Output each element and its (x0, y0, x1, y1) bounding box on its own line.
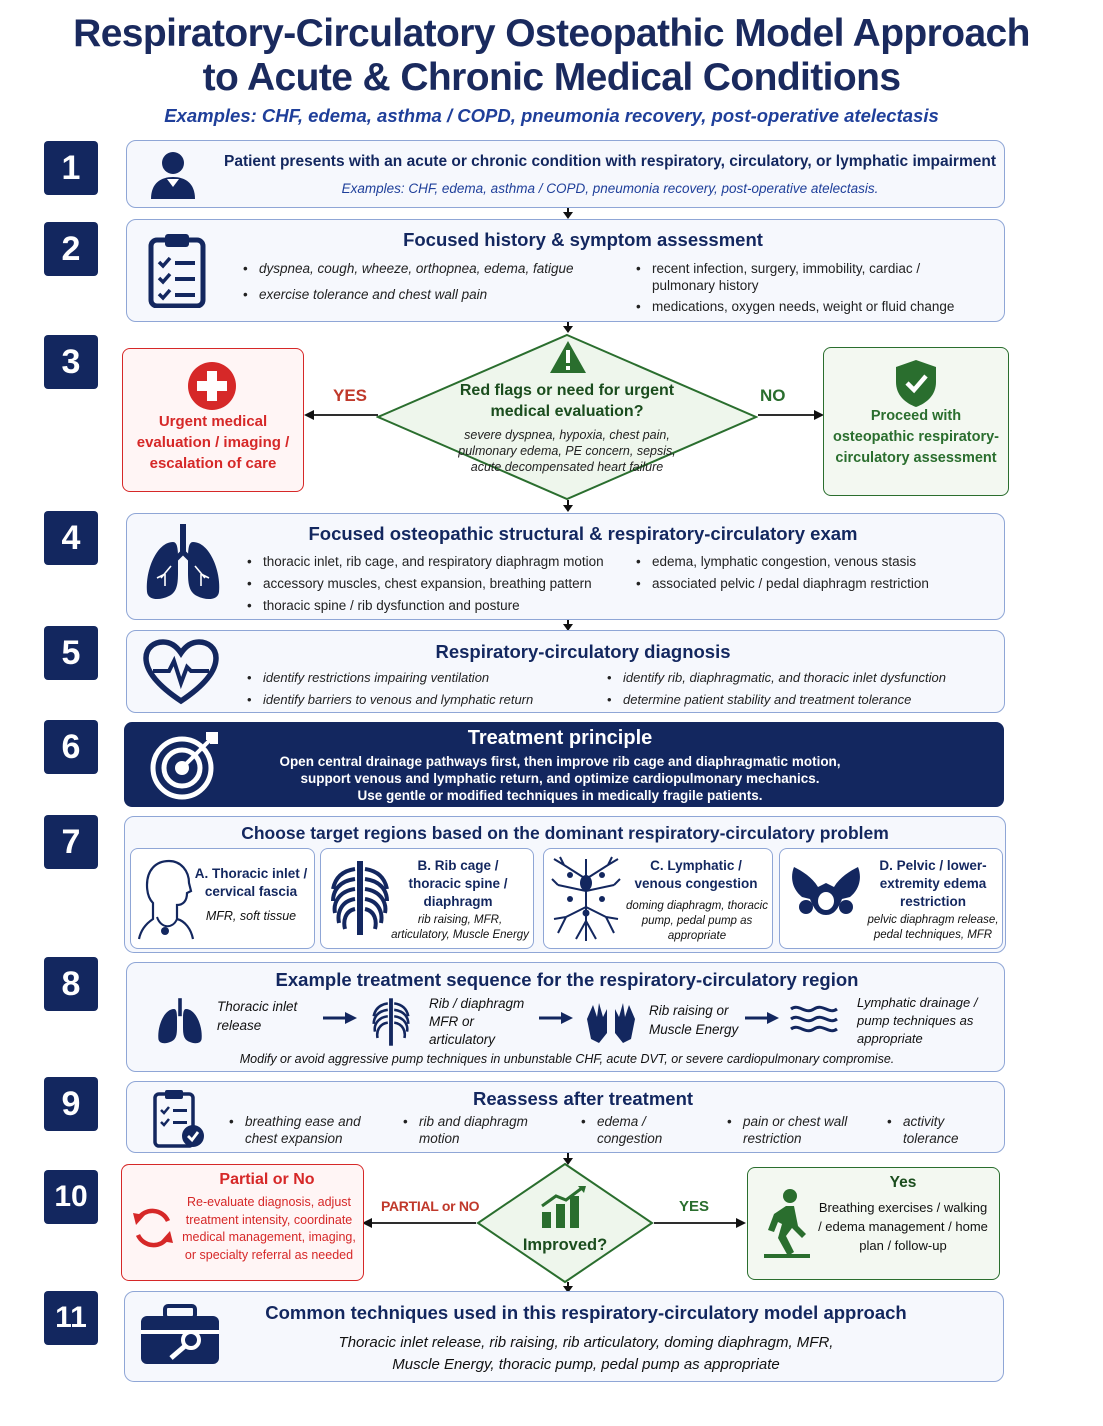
step3-no-label: NO (760, 386, 786, 405)
step1-box (126, 140, 1005, 208)
down-arrow (563, 326, 573, 333)
pelvis-icon (788, 863, 864, 919)
urgent-care-box (122, 348, 304, 492)
step-number-1: 1 (44, 141, 98, 195)
walking-person-icon (764, 1188, 812, 1260)
step-number-4: 4 (44, 511, 98, 565)
heart-pulse-icon (143, 639, 219, 705)
list-item: • thoracic spine / rib dysfunction and posture (243, 597, 623, 614)
partial-title: Partial or No (219, 1171, 315, 1188)
ribcage-icon (329, 859, 391, 937)
neck-icon (137, 857, 195, 941)
proceed-box (823, 347, 1009, 496)
arrow-left-icon (362, 1216, 478, 1230)
partial-label: PARTIAL or NO (381, 1198, 480, 1214)
list-item: • identify barriers to venous and lymphatic return (243, 691, 583, 708)
down-arrow (563, 505, 573, 512)
lungs-icon (143, 522, 223, 602)
yes-text: Breathing exercises / walking / edema management / home plan / follow-up (818, 1200, 988, 1253)
lungs-icon (155, 997, 205, 1045)
list-item: • medications, oxygen needs, weight or fluid change (632, 298, 962, 315)
step9-heading: Reassess after treatment (472, 1088, 694, 1109)
bar-chart-icon (538, 1184, 588, 1230)
reassess-item (399, 1113, 529, 1153)
list-item: • identify rib, diaphragmatic, and thoracic inlet dysfunction (603, 669, 993, 686)
refresh-icon (130, 1205, 176, 1251)
hands-icon (583, 999, 639, 1045)
step11-box (124, 1291, 1004, 1382)
step2-right-list (632, 260, 962, 321)
partial-text: Re-evaluate diagnosis, adjust treatment intensity, coordinate medical management, imaging, or specialty referral as needed (182, 1195, 356, 1262)
reassess-item (723, 1113, 853, 1153)
sequence-step-1: Thoracic inlet release (217, 999, 298, 1033)
step4-heading: Focused osteopathic structural & respiratory-circulatory exam (308, 523, 858, 544)
step6-line2: support venous and lymphatic return, and optimize cardiopulmonary mechanics. (300, 771, 820, 786)
yes-label: YES (679, 1198, 710, 1215)
step9-box (126, 1081, 1005, 1153)
sequence-step-3: Rib raising or Muscle Energy (649, 1003, 739, 1037)
list-item: • edema, lymphatic congestion, venous stasis (632, 553, 972, 570)
region-card-c (543, 848, 773, 949)
step5-box (126, 630, 1005, 713)
step2-box (126, 219, 1005, 322)
list-item: • rib and diaphragm motion (399, 1113, 529, 1147)
step2-left-list (239, 260, 599, 309)
region-b-detail: rib raising, MFR, articulatory, Muscle Energy (391, 914, 529, 941)
step3-yes-label: YES (333, 386, 368, 405)
step6-box (124, 722, 1004, 807)
list-item: • activity tolerance (883, 1113, 983, 1147)
step5-heading: Respiratory-circulatory diagnosis (435, 641, 731, 662)
step11-body (221, 1332, 951, 1376)
step-number-7: 7 (44, 815, 98, 869)
step-number-10: 10 (44, 1170, 98, 1224)
arrow-right-icon (745, 1011, 779, 1025)
lymph-tree-icon (550, 855, 622, 943)
region-d-title: D. Pelvic / lower-extremity edema restriction (879, 858, 987, 909)
step11-line2: Muscle Energy, thoracic pump, pedal pump as appropriate (392, 1356, 780, 1373)
list-item: • edema / congestion (577, 1113, 677, 1147)
step2-heading: Focused history & symptom assessment (403, 229, 763, 250)
arrow-right-icon (323, 1011, 357, 1025)
list-item: • recent infection, surgery, immobility, cardiac / pulmonary history (632, 260, 962, 294)
arrow-right-icon (756, 408, 824, 422)
urgent-care-text: Urgent medical evaluation / imaging / escalation of care (136, 413, 290, 472)
checklist-icon (151, 1088, 207, 1150)
step3-question: Red flags or need for urgent medical evaluation? (459, 382, 675, 420)
yes-title: Yes (889, 1174, 917, 1191)
region-c-detail: doming diaphragm, thoracic pump, pedal pump as appropriate (626, 900, 768, 942)
person-icon (147, 149, 199, 201)
shield-check-icon (894, 358, 938, 408)
step1-heading: Patient presents with an acute or chronic condition with respiratory, circulatory, or lymphatic impairment (223, 153, 996, 170)
region-b-title: B. Rib cage / thoracic spine / diaphragm (408, 858, 508, 909)
step-number-11: 11 (44, 1291, 98, 1345)
step-number-5: 5 (44, 626, 98, 680)
step5-left-list (243, 669, 583, 714)
yes-box (747, 1167, 1000, 1280)
step-number-2: 2 (44, 222, 98, 276)
arrow-left-icon (304, 408, 380, 422)
target-icon (148, 728, 222, 802)
step1-examples: Examples: CHF, edema, asthma / COPD, pneumonia recovery, post-operative atelectasis. (341, 181, 879, 196)
list-item: • pain or chest wall restriction (723, 1113, 853, 1147)
toolbox-icon (139, 1304, 221, 1366)
warning-icon (549, 340, 587, 374)
list-item: • accessory muscles, chest expansion, breathing pattern (243, 575, 623, 592)
step8-note: Modify or avoid aggressive pump techniques in unbunstable CHF, acute DVT, or severe cardiopulmonary compromise. (239, 1052, 895, 1066)
step8-box (126, 962, 1005, 1072)
region-card-b (320, 848, 534, 949)
step6-body (224, 753, 896, 804)
step7-heading: Choose target regions based on the dominant respiratory-circulatory problem (241, 823, 889, 843)
arrow-right-icon (652, 1216, 746, 1230)
partial-box (121, 1164, 364, 1281)
step8-heading: Example treatment sequence for the respiratory-circulatory region (275, 969, 859, 990)
waves-icon (789, 1003, 839, 1035)
sequence-step-2: Rib / diaphragm MFR or articulatory (429, 996, 525, 1047)
region-card-a (130, 848, 315, 949)
list-item: • associated pelvic / pedal diaphragm restriction (632, 575, 972, 592)
step-number-9: 9 (44, 1077, 98, 1131)
step11-heading: Common techniques used in this respiratory-circulatory model approach (265, 1302, 907, 1323)
sequence-step-4: Lymphatic drainage / pump techniques as appropriate (857, 995, 978, 1046)
step4-left-list (243, 553, 623, 620)
list-item: • dyspnea, cough, wheeze, orthopnea, edema, fatigue (239, 260, 599, 277)
region-a-detail: MFR, soft tissue (205, 909, 297, 923)
step6-heading: Treatment principle (467, 727, 653, 749)
clipboard-icon (147, 232, 207, 308)
list-item: • exercise tolerance and chest wall pain (239, 286, 599, 303)
step6-line3: Use gentle or modified techniques in medically fragile patients. (357, 788, 763, 803)
step-number-6: 6 (44, 720, 98, 774)
page-subtitle: Examples: CHF, edema, asthma / COPD, pneumonia recovery, post-operative atelectasis (164, 105, 939, 126)
reassess-item (225, 1113, 365, 1153)
down-arrow (563, 212, 573, 219)
medical-cross-icon (187, 361, 237, 411)
step4-box (126, 513, 1005, 620)
page-title-line2: to Acute & Chronic Medical Conditions (202, 56, 901, 99)
ribcage-icon (369, 997, 413, 1047)
step4-right-list (632, 553, 972, 598)
region-d-detail: pelvic diaphragm release, pedal techniques, MFR (867, 914, 999, 941)
step7-box (124, 816, 1006, 953)
region-card-d (779, 848, 1003, 949)
reassess-item (883, 1113, 983, 1153)
step6-line1: Open central drainage pathways first, then improve rib cage and diaphragmatic motion, (279, 754, 841, 769)
list-item: • identify restrictions impairing ventilation (243, 669, 583, 686)
page-title-line1: Respiratory-Circulatory Osteopathic Model Approach (73, 12, 1030, 55)
list-item: • determine patient stability and treatment tolerance (603, 691, 993, 708)
list-item: • breathing ease and chest expansion (225, 1113, 365, 1147)
arrow-right-icon (539, 1011, 573, 1025)
proceed-text: Proceed with osteopathic respiratory-circulatory assessment (833, 408, 999, 466)
step-number-3: 3 (44, 335, 98, 389)
region-a-title: A. Thoracic inlet / cervical fascia (194, 866, 308, 899)
reassess-item (577, 1113, 677, 1153)
list-item: • thoracic inlet, rib cage, and respiratory diaphragm motion (243, 553, 623, 570)
step-number-8: 8 (44, 957, 98, 1011)
region-c-title: C. Lymphatic / venous congestion (634, 858, 758, 891)
step11-line1: Thoracic inlet release, rib raising, rib articulatory, doming diaphragm, MFR, (338, 1334, 834, 1351)
step3-details: severe dyspnea, hypoxia, chest pain, pulmonary edema, PE concern, sepsis, acute decompensated heart failure (458, 428, 676, 474)
step5-right-list (603, 669, 993, 714)
step10-question: Improved? (522, 1236, 608, 1254)
